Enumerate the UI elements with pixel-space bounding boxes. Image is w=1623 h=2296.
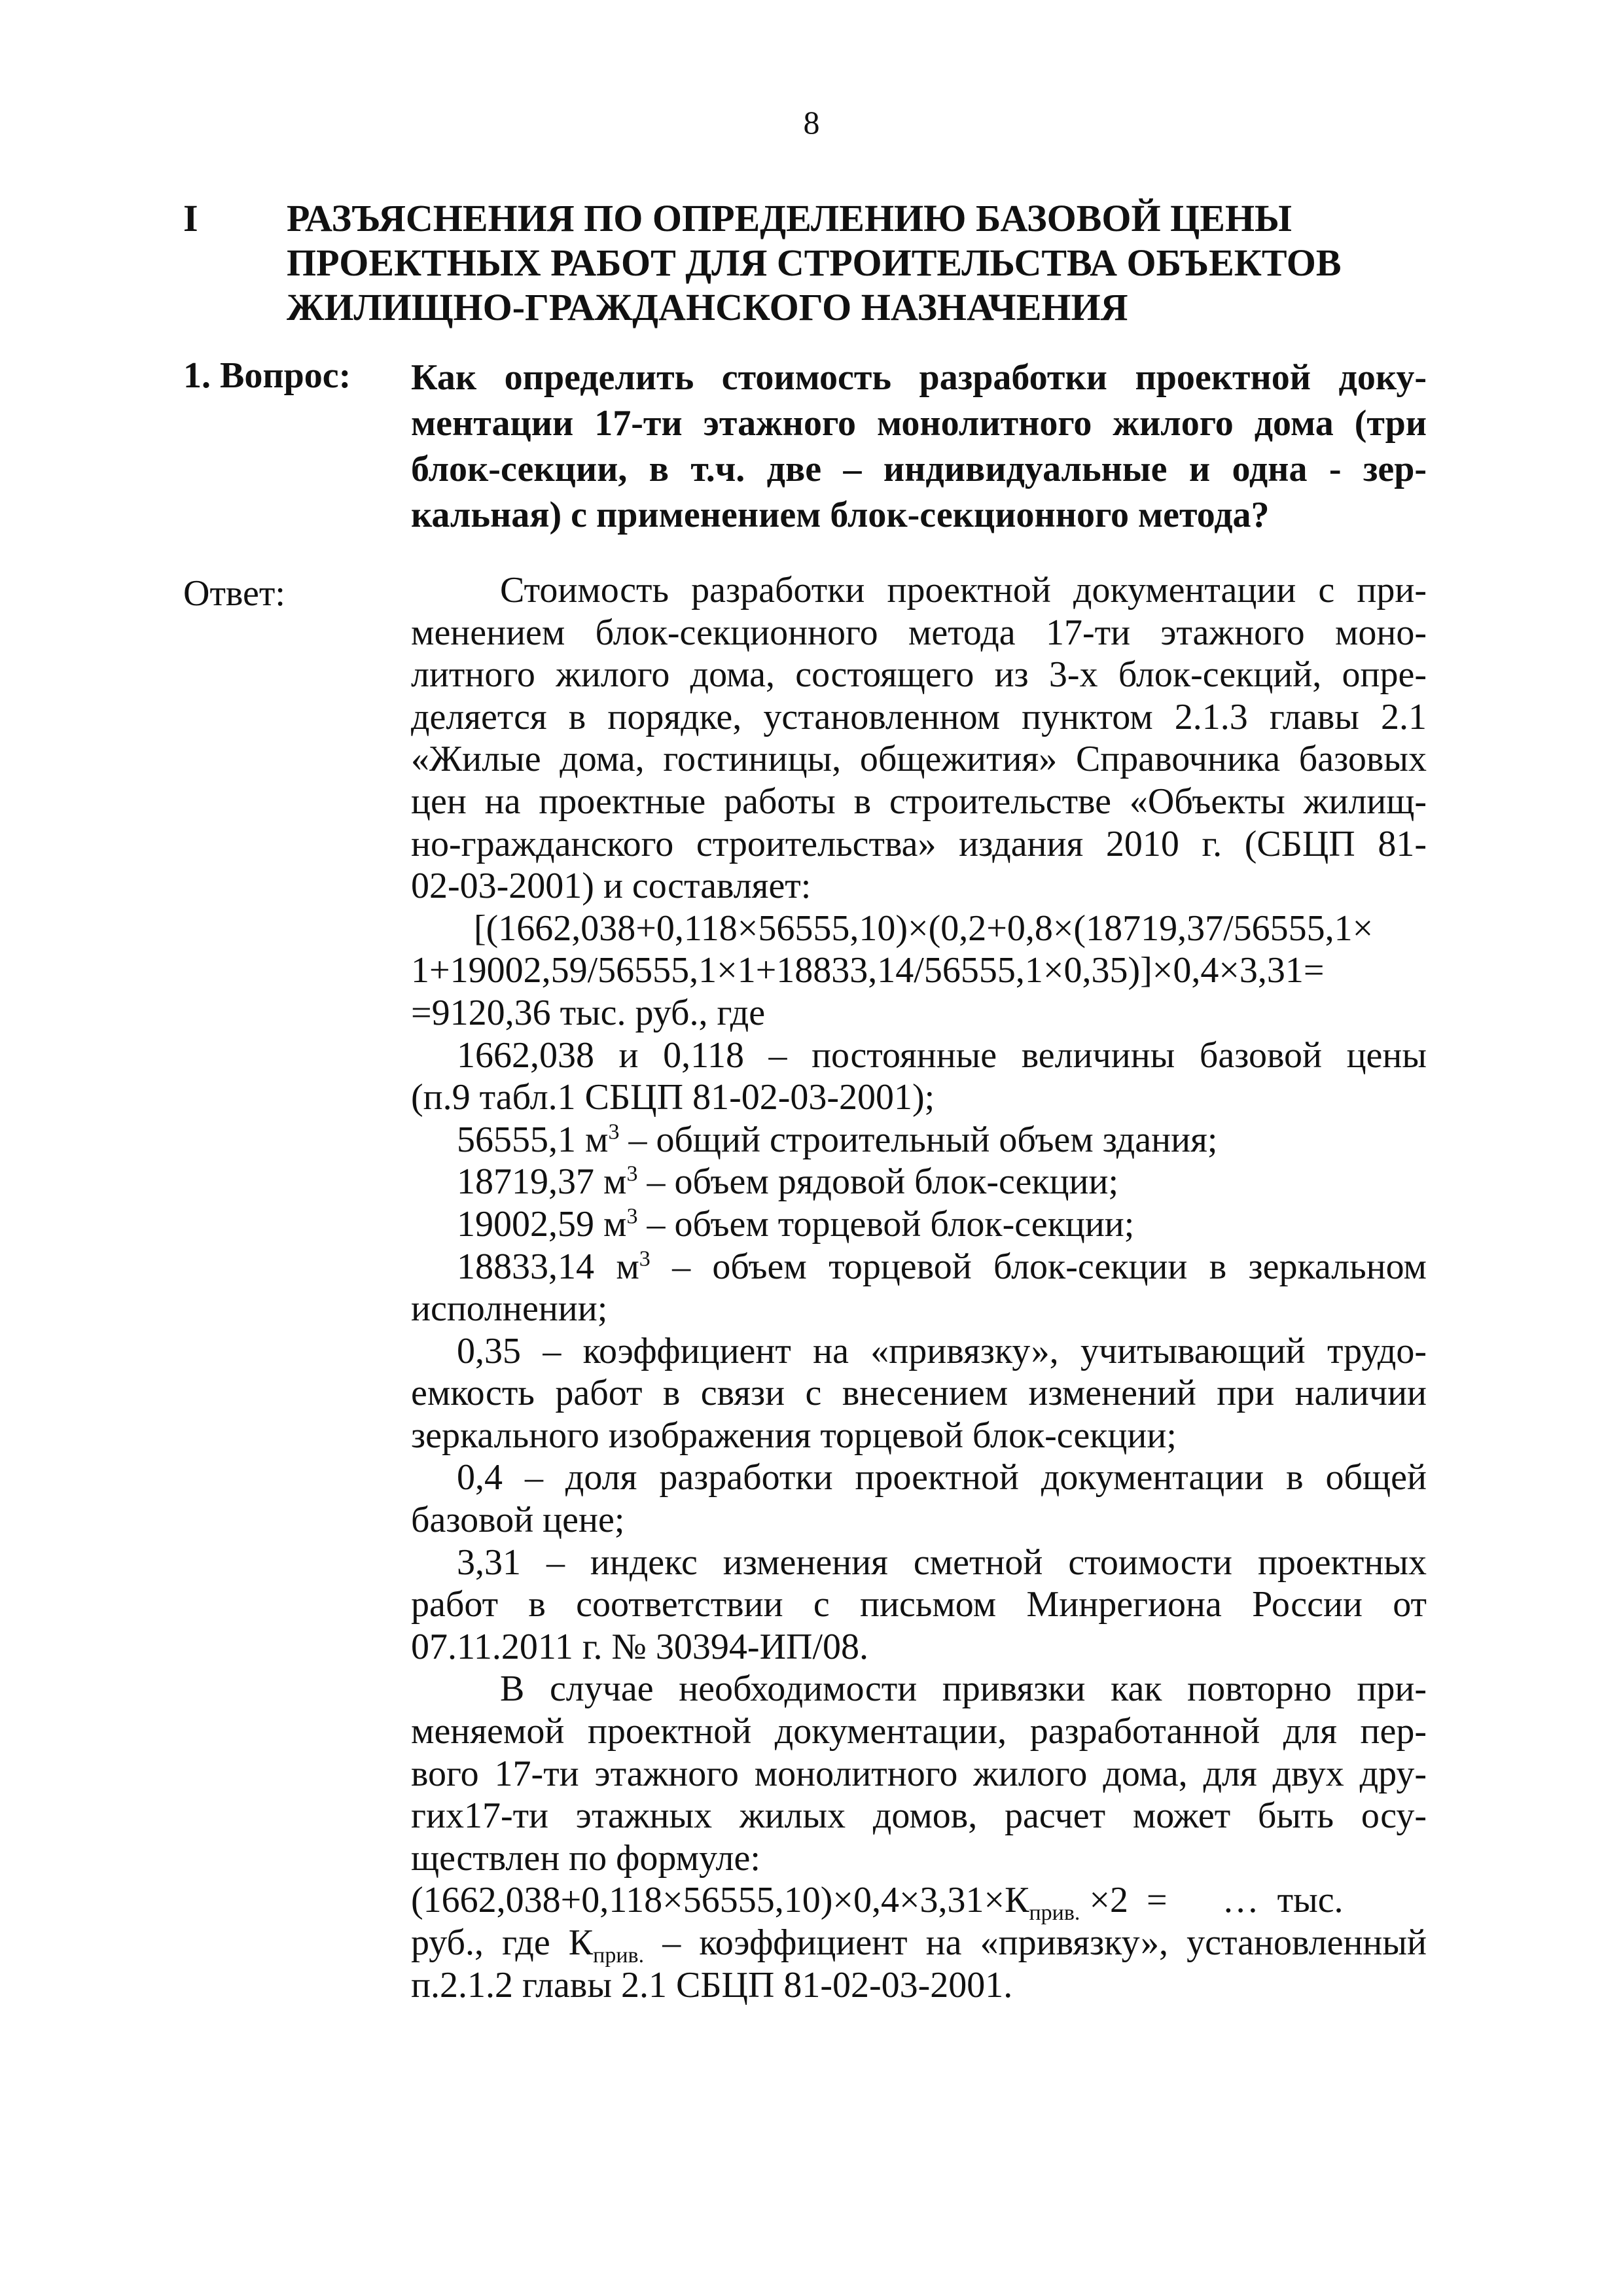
definition-text: – объем рядовой блок-секции;	[637, 1161, 1119, 1203]
formula-line: 1+19002,59/56555,1×1+18833,14/56555,1×0,35)]×0,4×3,31=	[411, 950, 1325, 991]
answer-line: менением блок-секционного метода 17-ти этажного моно-	[411, 612, 1427, 653]
subscript: прив.	[593, 1943, 645, 1968]
section-title-line: ПРОЕКТНЫХ РАБОТ ДЛЯ СТРОИТЕЛЬСТВА ОБЪЕКТОВ	[287, 241, 1342, 284]
question-line: ментации 17-ти этажного монолитного жилого дома (три	[411, 403, 1427, 444]
answer-text: – коэффициент на «привязку», установленный	[644, 1922, 1427, 1963]
definition-line: 0,35 – коэффициент на «привязку», учитывающий трудо-	[457, 1330, 1427, 1371]
definition-line	[411, 1203, 1427, 1246]
question-line: кальная) с применением блок-секционного метода?	[411, 495, 1270, 535]
answer-line: «Жилые дома, гостиницы, общежития» Справочника базовых	[411, 739, 1427, 780]
section-title-line: ЖИЛИЩНО-ГРАЖДАНСКОГО НАЗНАЧЕНИЯ	[287, 286, 1128, 328]
exponent: 3	[608, 1120, 620, 1144]
question-line: Как определить стоимость разработки проектной доку-	[411, 357, 1427, 398]
definition-text: – объем торцевой блок-секции;	[637, 1203, 1135, 1245]
formula-text: ×2 = … тыс.	[1080, 1880, 1344, 1921]
exponent: 3	[626, 1161, 638, 1186]
definition-line: 3,31 – индекс изменения сметной стоимости проектных	[457, 1542, 1427, 1583]
answer-line: п.2.1.2 главы 2.1 СБЦП 81-02-03-2001.	[411, 1964, 1013, 2005]
definition-line: базовой цене;	[411, 1500, 625, 1541]
formula-line: [(1662,038+0,118×56555,10)×(0,2+0,8×(18719,37/56555,1×	[474, 908, 1374, 949]
answer-line: меняемой проектной документации, разработанной для пер-	[411, 1711, 1427, 1752]
answer-line: деляется в порядке, установленном пунктом 2.1.3 главы 2.1	[411, 696, 1427, 737]
definition-value: 18833,14 м	[457, 1246, 639, 1287]
definition-line: 0,4 – доля разработки проектной документации в общей	[457, 1457, 1427, 1498]
subscript: прив.	[1029, 1901, 1080, 1926]
answer-line: Стоимость разработки проектной документации с при-	[500, 570, 1427, 610]
exponent: 3	[626, 1204, 638, 1229]
section-title-line: РАЗЪЯСНЕНИЯ ПО ОПРЕДЕЛЕНИЮ БАЗОВОЙ ЦЕНЫ	[287, 197, 1293, 239]
answer-label: Ответ:	[183, 573, 285, 614]
answer-line	[411, 1922, 1427, 1968]
section-title	[287, 196, 1432, 330]
answer-line: гих17-ти этажных жилых домов, расчет может быть осу-	[411, 1795, 1427, 1837]
definition-value: 19002,59 м	[457, 1203, 627, 1245]
definition-text: – объем торцевой блок-секции в зеркальном	[650, 1246, 1427, 1287]
formula-text: (1662,038+0,118×56555,10)×0,4×3,31×К	[411, 1880, 1029, 1921]
answer-line: 02-03-2001) и составляет:	[411, 866, 812, 907]
definition-line: 07.11.2011 г. № 30394-ИП/08.	[411, 1626, 869, 1667]
exponent: 3	[639, 1246, 651, 1271]
answer-line: цен на проектные работы в строительстве «Объекты жилищ-	[411, 781, 1427, 822]
formula-line	[411, 1879, 1427, 1926]
definition-line: 1662,038 и 0,118 – постоянные величины базовой цены	[457, 1034, 1427, 1076]
definition-text: – общий строительный объем здания;	[619, 1119, 1218, 1160]
question-label: 1. Вопрос:	[183, 355, 351, 396]
answer-line: литного жилого дома, состоящего из 3-х блок-секций, опре-	[411, 654, 1427, 696]
definition-line: зеркального изображения торцевой блок-секции;	[411, 1415, 1177, 1456]
answer-line: ществлен по формуле:	[411, 1837, 760, 1879]
page-number: 8	[803, 104, 820, 141]
definition-line	[411, 1246, 1427, 1288]
formula-line: =9120,36 тыс. руб., где	[411, 992, 766, 1033]
answer-line: вого 17-ти этажного монолитного жилого дома, для двух дру-	[411, 1753, 1427, 1794]
answer-line: но-гражданского строительства» издания 2010 г. (СБЦП 81-	[411, 823, 1427, 864]
question-line: блок-секции, в т.ч. две – индивидуальные и одна - зер-	[411, 449, 1427, 489]
definition-line	[411, 1119, 1427, 1161]
question-text	[411, 355, 1427, 538]
definition-line	[411, 1161, 1427, 1203]
definition-line: (п.9 табл.1 СБЦП 81-02-03-2001);	[411, 1077, 935, 1118]
definition-line: емкость работ в связи с внесением изменений при наличии	[411, 1373, 1427, 1414]
answer-body	[411, 569, 1427, 2006]
section-number: I	[183, 197, 198, 239]
definition-line: исполнении;	[411, 1288, 608, 1330]
answer-line: В случае необходимости привязки как повторно при-	[500, 1669, 1427, 1710]
answer-text: руб., где К	[411, 1922, 594, 1963]
definition-value: 56555,1 м	[457, 1119, 609, 1160]
definition-value: 18719,37 м	[457, 1161, 627, 1203]
definition-line: работ в соответствии с письмом Минрегиона России от	[411, 1584, 1427, 1625]
